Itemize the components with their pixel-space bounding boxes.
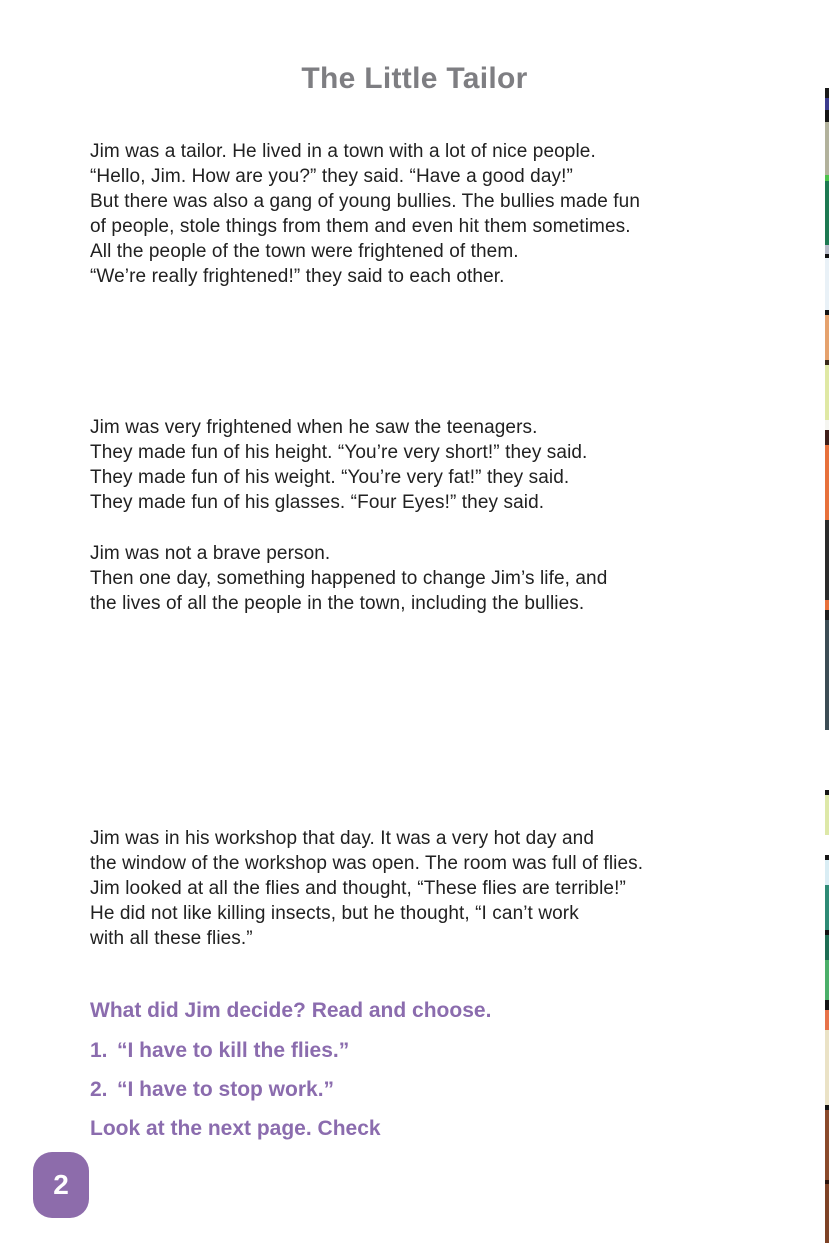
story-line: Jim was not a brave person.: [90, 543, 331, 564]
story-line: They made fun of his glasses. “Four Eyes!” they said.: [90, 492, 545, 513]
story-line: the lives of all the people in the town, including the bullies.: [90, 593, 585, 614]
story-line: of people, stole things from them and even hit them sometimes.: [90, 216, 631, 237]
story-paragraph-2: [90, 415, 780, 515]
story-line: “Hello, Jim. How are you?” they said. “Have a good day!”: [90, 166, 573, 187]
story-line: He did not like killing insects, but he thought, “I can’t work: [90, 903, 579, 924]
page-number-badge: [33, 1152, 89, 1218]
activity-prompt: What did Jim decide? Read and choose.: [90, 999, 492, 1022]
story-paragraph-1: [90, 139, 780, 289]
next-page-edge-artwork-strip: [825, 0, 829, 1243]
story-line: All the people of the town were frightened of them.: [90, 241, 519, 262]
story-line: Then one day, something happened to change Jim’s life, and: [90, 568, 608, 589]
option-text: “I have to kill the flies.”: [117, 1039, 350, 1062]
story-paragraph-4: [90, 826, 780, 951]
activity-option-2: [90, 1078, 334, 1102]
activity-footer: Look at the next page. Check: [90, 1117, 381, 1140]
story-line: “We’re really frightened!” they said to each other.: [90, 266, 505, 287]
activity-option-1: [90, 1039, 349, 1063]
story-line: But there was also a gang of young bullies. The bullies made fun: [90, 191, 641, 212]
story-line: with all these flies.”: [90, 928, 253, 949]
story-line: Jim was in his workshop that day. It was a very hot day and: [90, 828, 595, 849]
story-line: Jim looked at all the flies and thought, “These flies are terrible!”: [90, 878, 626, 899]
page-number: 2: [53, 1169, 69, 1200]
story-line: They made fun of his weight. “You’re very fat!” they said.: [90, 467, 570, 488]
story-line: Jim was very frightened when he saw the teenagers.: [90, 417, 538, 438]
story-line: Jim was a tailor. He lived in a town with a lot of nice people.: [90, 141, 596, 162]
story-line: the window of the workshop was open. The room was full of flies.: [90, 853, 644, 874]
story-line: They made fun of his height. “You’re very short!” they said.: [90, 442, 588, 463]
option-text: “I have to stop work.”: [117, 1078, 335, 1101]
page-title: The Little Tailor: [301, 62, 528, 96]
option-number: 1.: [90, 1039, 108, 1062]
story-paragraph-3: [90, 541, 780, 616]
option-number: 2.: [90, 1078, 108, 1101]
